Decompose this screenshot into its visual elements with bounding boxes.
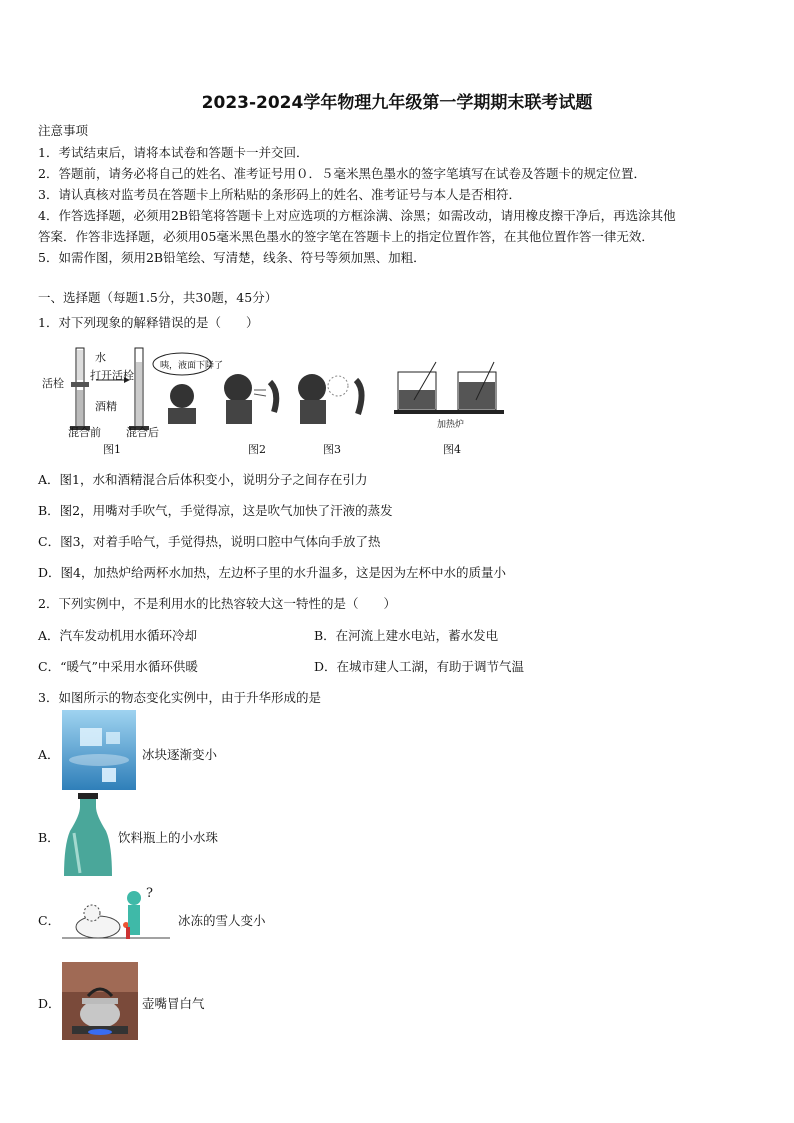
q3-option-a-letter: A．	[38, 747, 60, 762]
q2-option-c: C．“暖气”中采用水循环供暖	[38, 659, 198, 674]
notice-item: 4．作答选择题，必须用2B铅笔将答题卡上对应选项的方框涂满、涂黑；如需改动，请用橡皮擦干净后，再选涂其他	[38, 208, 676, 223]
fig4-heater-label: 加热炉	[437, 420, 465, 430]
fig1-alcohol-label: 酒精	[95, 400, 117, 413]
fig4-caption: 图4	[443, 443, 461, 456]
notice-item: 5．如需作图，须用2B铅笔绘、写清楚，线条、符号等须加黑、加粗．	[38, 250, 426, 265]
q3-option-d-text: 壶嘴冒白气	[142, 996, 205, 1011]
notice-item: 1．考试结束后，请将本试卷和答题卡一并交回．	[38, 145, 309, 160]
q3-option-c-letter: C．	[38, 913, 61, 928]
q1-option-c: C．图3，对着手哈气，手觉得热，说明口腔中气体向手放了热	[38, 534, 381, 549]
fig1-valve-label: 活栓	[42, 377, 64, 390]
figure-2-blowing	[218, 368, 288, 426]
question-1-stem: 1．对下列现象的解释错误的是（ ）	[38, 315, 259, 330]
snowman-drawing	[62, 883, 172, 945]
question-2-stem: 2．下列实例中，不是利用水的比热容较大这一特性的是（ ）	[38, 596, 396, 611]
fig2-caption: 图2	[248, 443, 266, 456]
fig1-after-label: 混合后	[126, 426, 159, 439]
question-3-stem: 3．如图所示的物态变化实例中，由于升华形成的是	[38, 690, 321, 705]
bottle-photo	[60, 793, 116, 876]
exam-title: 2023-2024学年物理九年级第一学期期末联考试题	[201, 93, 593, 113]
q1-option-a: A．图1，水和酒精混合后体积变小，说明分子之间存在引力	[38, 472, 368, 487]
q1-option-b: B．图2，用嘴对手吹气，手觉得凉，这是吹气加快了汗液的蒸发	[38, 503, 393, 518]
fig1-water-label: 水	[95, 351, 106, 364]
notice-item: 2．答题前，请务必将自己的姓名、准考证号用０．５毫米黑色墨水的签字笔填写在试卷及答题卡的规定位置．	[38, 166, 646, 181]
section-heading: 一、选择题（每题1.5分，共30题，45分）	[38, 290, 278, 305]
ice-cube-photo	[62, 710, 136, 790]
fig1-before-label: 混合前	[68, 426, 101, 439]
notice-item: 答案．作答非选择题，必须用05毫米黑色墨水的签字笔在答题卡上的指定位置作答，在其他位置作答一律无效．	[38, 229, 654, 244]
q2-option-b: B．在河流上建水电站，蓄水发电	[314, 628, 499, 643]
fig3-caption: 图3	[323, 443, 341, 456]
fig1-open-label: 打开活栓	[90, 369, 134, 382]
figure-4-beakers	[394, 360, 514, 416]
q2-option-d: D．在城市建人工湖，有助于调节气温	[314, 659, 525, 674]
q1-option-d: D．图4，加热炉给两杯水加热，左边杯子里的水升温多，这是因为左杯中水的质量小	[38, 565, 506, 580]
q3-option-d-letter: D．	[38, 996, 61, 1011]
notice-heading: 注意事项	[38, 123, 89, 138]
q3-option-a-text: 冰块逐渐变小	[142, 747, 218, 762]
q2-option-a: A．汽车发动机用水循环冷却	[38, 628, 198, 643]
kettle-photo	[62, 962, 138, 1040]
figure-3-breathing	[292, 366, 372, 426]
fig1-bubble-text: 咦，液面下降了	[160, 361, 224, 371]
q3-option-b-letter: B．	[38, 830, 60, 845]
svg-text:?: ?	[146, 886, 153, 901]
q3-option-c-text: 冰冻的雪人变小	[178, 913, 266, 928]
fig1-caption: 图1	[103, 443, 121, 456]
notice-item: 3．请认真核对监考员在答题卡上所粘贴的条形码上的姓名、准考证号与本人是否相符．	[38, 187, 521, 202]
q3-option-b-text: 饮料瓶上的小水珠	[118, 830, 219, 845]
